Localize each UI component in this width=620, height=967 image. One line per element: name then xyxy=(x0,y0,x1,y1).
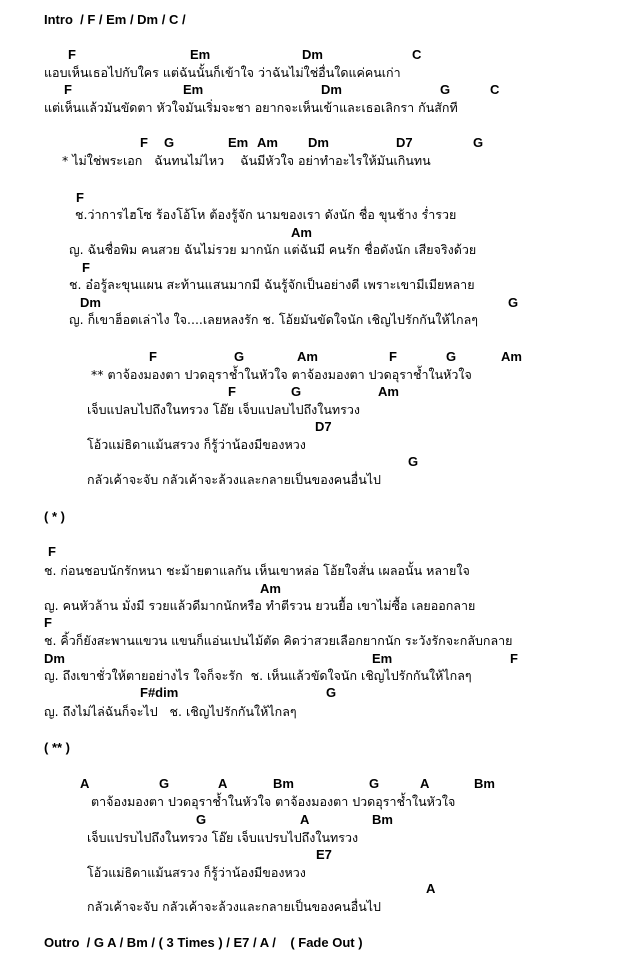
chord: D7 xyxy=(315,419,332,434)
chord: Bm xyxy=(273,776,294,791)
chord: Am xyxy=(260,581,281,596)
chord: Am xyxy=(501,349,522,364)
lyric-line: กลัวเค้าจะจับ กลัวเค้าจะล้วงและกลายเป็นของคนอื่นไป xyxy=(87,472,381,487)
outro-line: Outro / G A / Bm / ( 3 Times ) / E7 / A / ( Fade Out ) xyxy=(44,935,363,950)
chord: A xyxy=(426,881,436,896)
lyric-line: ญ. ฉันชื่อพิม คนสวย ฉันไม่รวย มากนัก แต่ฉันมี คนรัก ชื่อดังนัก เสียจริงด้วย xyxy=(69,242,477,257)
chord: G xyxy=(440,82,451,97)
chord: Am xyxy=(291,225,312,240)
lyric-line: ญ. ก็เขาฮ็อตเล่าไง ใจ....เลยหลงรัก ช. โอ้ยมันขัดใจนัก เชิญไปรักกันให้ไกลๆ xyxy=(69,312,478,327)
chord: F xyxy=(48,544,56,559)
lyric-line: ** ตาจ้องมองตา ปวดอุราช้ำในหัวใจ ตาจ้องมองตา ปวดอุราช้ำในหัวใจ xyxy=(91,367,472,382)
lyric-line: เจ็บแปลบไปถึงในทรวง โอ๊ย เจ็บแปลบไปถึงในทรวง xyxy=(87,402,360,417)
lyric-line: * ไม่ใช่พระเอก ฉันทนไม่ไหว ฉันมีหัวใจ อย่าทำอะไรให้มันเกินทน xyxy=(62,153,431,168)
chord: A xyxy=(420,776,430,791)
chord: F xyxy=(44,615,52,630)
lyric-line: ช. คิ้วก็ยังสะพานแขวน แขนก็แอ่นเปนไม้ตัด คิดว่าสวยเลือกยากนัก ระวังรักจะกลับกลาย xyxy=(44,633,513,648)
chord: F xyxy=(228,384,236,399)
chord: F xyxy=(76,190,84,205)
lyric-line: กลัวเค้าจะจับ กลัวเค้าจะล้วงและกลายเป็นของคนอื่นไป xyxy=(87,899,381,914)
chord: F#dim xyxy=(140,685,179,700)
chord: C xyxy=(412,47,422,62)
lyric-line: ญ. ถึงไม่ไล่ฉันก็จะไป ช. เชิญไปรักกันให้ไกลๆ xyxy=(44,704,297,719)
chord: Am xyxy=(257,135,278,150)
chord: G xyxy=(473,135,484,150)
chord: Dm xyxy=(302,47,323,62)
chord: Bm xyxy=(372,812,393,827)
chord: G xyxy=(196,812,207,827)
lyric-line: ตาจ้องมองตา ปวดอุราช้ำในหัวใจ ตาจ้องมองตา ปวดอุราช้ำในหัวใจ xyxy=(91,794,456,809)
chord: Dm xyxy=(80,295,101,310)
chord: F xyxy=(68,47,76,62)
chord: G xyxy=(369,776,380,791)
lyric-line: ญ. ถึงเขาชั่วให้ตายอย่างไร ใจก็จะรัก ช. เห็นแล้วขัดใจนัก เชิญไปรักกันให้ไกลๆ xyxy=(44,668,472,683)
chord: G xyxy=(326,685,337,700)
section-reference: ( ** ) xyxy=(44,740,70,755)
chord: Dm xyxy=(308,135,329,150)
lyric-line: โอ้วแม่ธิดาแม้นสรวง ก็รู้ว่าน้องมีของหวง xyxy=(87,865,306,880)
lyric-line: ช. อ๋อรู้ละขุนแผน สะท้านแสนมากมี ฉันรู้จักเป็นอย่างดี เพราะเขามีเมียหลาย xyxy=(69,277,475,292)
chord: Dm xyxy=(44,651,65,666)
lyric-line: ช.ว่าการไฮโซ ร้องโอ้โห ต้องรู้จัก นามของเรา ดังนัก ชื่อ ขุนช้าง ร่ำรวย xyxy=(75,207,457,222)
chord: A xyxy=(218,776,228,791)
lyric-line: เจ็บแปรบไปถึงในทรวง โอ๊ย เจ็บแปรบไปถึงในทรวง xyxy=(87,830,359,845)
chord: F xyxy=(64,82,72,97)
lyric-line: โอ้วแม่ธิดาแม้นสรวง ก็รู้ว่าน้องมีของหวง xyxy=(87,437,306,452)
chord: Em xyxy=(228,135,249,150)
chord: F xyxy=(140,135,148,150)
chord: Em xyxy=(190,47,211,62)
intro-line: Intro / F / Em / Dm / C / xyxy=(44,12,186,27)
chord: A xyxy=(300,812,310,827)
chord: F xyxy=(389,349,397,364)
chord: Dm xyxy=(321,82,342,97)
chord: G xyxy=(408,454,419,469)
lyric-line: แต่เห็นแล้วมันขัดตา หัวใจมันเริ่มจะชา อยากจะเห็นเข้าและเธอเลิกรา กันสักที xyxy=(44,100,458,115)
chord: G xyxy=(291,384,302,399)
lyric-line: แอบเห็นเธอไปกับใคร แต่ฉันนั้นก็เข้าใจ ว่าฉันไม่ใช่อื่นใดแค่คนเก่า xyxy=(44,65,401,80)
chord: F xyxy=(510,651,518,666)
chord: F xyxy=(149,349,157,364)
lyric-line: ช. ก่อนชอบนักรักหนา ชะม้ายตาแลกัน เห็นเขาหล่อ โอ้ยใจสั่น เผลอนั้น หลายใจ xyxy=(44,563,470,578)
chord: G xyxy=(234,349,245,364)
lyric-line: ญ. คนหัวล้าน มั่งมี รวยแล้วดีมากนักหรือ ทำตีรวน ยวนยื้อ เขาไม่ซื้อ เลยออกลาย xyxy=(44,598,476,613)
chord: Em xyxy=(183,82,204,97)
chord: D7 xyxy=(396,135,413,150)
chord: Am xyxy=(297,349,318,364)
chord: Am xyxy=(378,384,399,399)
chord: Em xyxy=(372,651,393,666)
chord: G xyxy=(508,295,519,310)
chord: F xyxy=(82,260,90,275)
chord: G xyxy=(164,135,175,150)
chord: G xyxy=(159,776,170,791)
chord: A xyxy=(80,776,90,791)
section-reference: ( * ) xyxy=(44,509,65,524)
chord: G xyxy=(446,349,457,364)
chord: E7 xyxy=(316,847,332,862)
chord: C xyxy=(490,82,500,97)
chord: Bm xyxy=(474,776,495,791)
